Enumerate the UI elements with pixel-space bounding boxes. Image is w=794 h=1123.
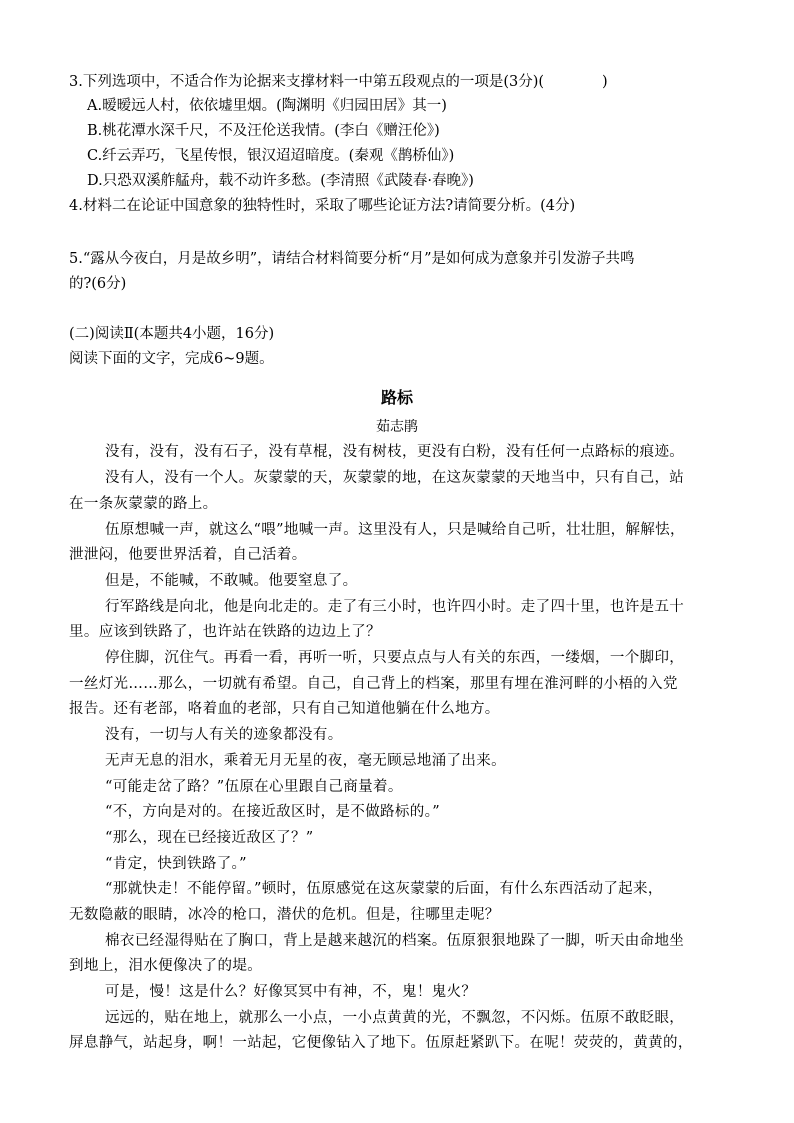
story-line: 到地上，泪水便像决了的堤。 bbox=[69, 958, 263, 974]
story-line: “可能走岔了路？”伍原在心里跟自己商量着。 bbox=[105, 779, 403, 795]
section-heading: (二)阅读Ⅱ(本题共4小题，16分) bbox=[69, 326, 275, 342]
story-line: 停住脚，沉住气。再看一看，再听一听，只要点点与人有关的东西，一缕烟，一个脚印， bbox=[105, 650, 685, 666]
story-line: “肯定，快到铁路了。” bbox=[105, 856, 247, 872]
story-line: 里。应该到铁路了，也许站在铁路的边边上了？ bbox=[69, 624, 381, 640]
question-4: 4.材料二在论证中国意象的独特性时，采取了哪些论证方法?请简要分析。(4分) bbox=[69, 198, 576, 214]
story-line: 远远的，贴在地上，就那么一小点，一小点黄黄的光，不飘忽，不闪烁。伍原不敢眨眼， bbox=[105, 1010, 685, 1026]
question-3-option-a: A.暧暧远人村，依依墟里烟。(陶渊明《归园田居》其一) bbox=[87, 98, 447, 114]
story-line: 可是，慢！这是什么？好像冥冥中有神，不，鬼！鬼火？ bbox=[105, 984, 477, 1000]
question-3-option-d: D.只恐双溪舴艋舟，载不动许多愁。(李清照《武陵春·春晚》) bbox=[87, 173, 474, 189]
question-3-option-b: B.桃花潭水深千尺，不及汪伦送我情。(李白《赠汪伦》) bbox=[87, 123, 440, 139]
story-line: 在一条灰蒙蒙的路上。 bbox=[69, 496, 218, 512]
question-5-line-2: 的?(6分) bbox=[69, 276, 127, 292]
story-line: “不，方向是对的。在接近敌区时，是不做路标的。” bbox=[105, 804, 440, 820]
story-line: 无数隐蔽的眼睛，冰冷的枪口，潜伏的危机。但是，往哪里走呢？ bbox=[69, 907, 500, 923]
story-line: “那就快走！不能停留。”顿时，伍原感觉在这灰蒙蒙的后面，有什么东西活动了起来， bbox=[105, 881, 663, 897]
story-line: 伍原想喊一声，就这么“喂”地喊一声。这里没有人，只是喊给自己听，壮壮胆，解解怯， bbox=[105, 522, 685, 538]
story-line: 报告。还有老部，咯着血的老部，只有自己知道他躺在什么地方。 bbox=[69, 701, 500, 717]
question-5-line-1: 5.“露从今夜白，月是故乡明”，请结合材料简要分析“月”是如何成为意象并引发游子共鸣 bbox=[69, 251, 635, 267]
question-3-option-c: C.纤云弄巧，飞星传恨，银汉迢迢暗度。(秦观《鹊桥仙》) bbox=[87, 148, 455, 164]
story-line: 没有，没有，没有石子，没有草棍，没有树枝，更没有白粉，没有任何一点路标的痕迹。 bbox=[105, 444, 685, 460]
story-author: 茹志鹃 bbox=[376, 419, 418, 435]
story-line: 行军路线是向北，他是向北走的。走了有三小时，也许四小时。走了四十里，也许是五十 bbox=[105, 599, 685, 615]
story-line: 但是，不能喊，不敢喊。他要窒息了。 bbox=[105, 573, 358, 589]
story-line: 棉衣已经湿得贴在了胸口，背上是越来越沉的档案。伍原狠狠地跺了一脚，听天由命地坐 bbox=[105, 933, 685, 949]
section-instruction: 阅读下面的文字，完成6~9题。 bbox=[69, 351, 274, 367]
story-title: 路标 bbox=[380, 388, 413, 407]
story-line: 屏息静气，站起身，啊！一站起，它便像钻入了地下。伍原赶紧趴下。在呢！荧荧的，黄黄的， bbox=[69, 1035, 693, 1051]
story-line: 没有，一切与人有关的迹象都没有。 bbox=[105, 727, 343, 743]
question-3-stem: 3.下列选项中，不适合作为论据来支撑材料一中第五段观点的一项是(3分)( ) bbox=[69, 74, 608, 90]
story-line: “那么，现在已经接近敌区了？” bbox=[105, 830, 314, 846]
story-line: 没有人，没有一个人。灰蒙蒙的天，灰蒙蒙的地，在这灰蒙蒙的天地当中，只有自己，站 bbox=[105, 470, 685, 486]
story-line: 无声无息的泪水，乘着无月无星的夜，毫无顾忌地涌了出来。 bbox=[105, 753, 506, 769]
story-line: 泄泄闷，他要世界活着，自己活着。 bbox=[69, 547, 307, 563]
story-line: 一丝灯光……那么，一切就有希望。自己，自己背上的档案，那里有埋在淮河畔的小梧的入党 bbox=[69, 676, 678, 692]
